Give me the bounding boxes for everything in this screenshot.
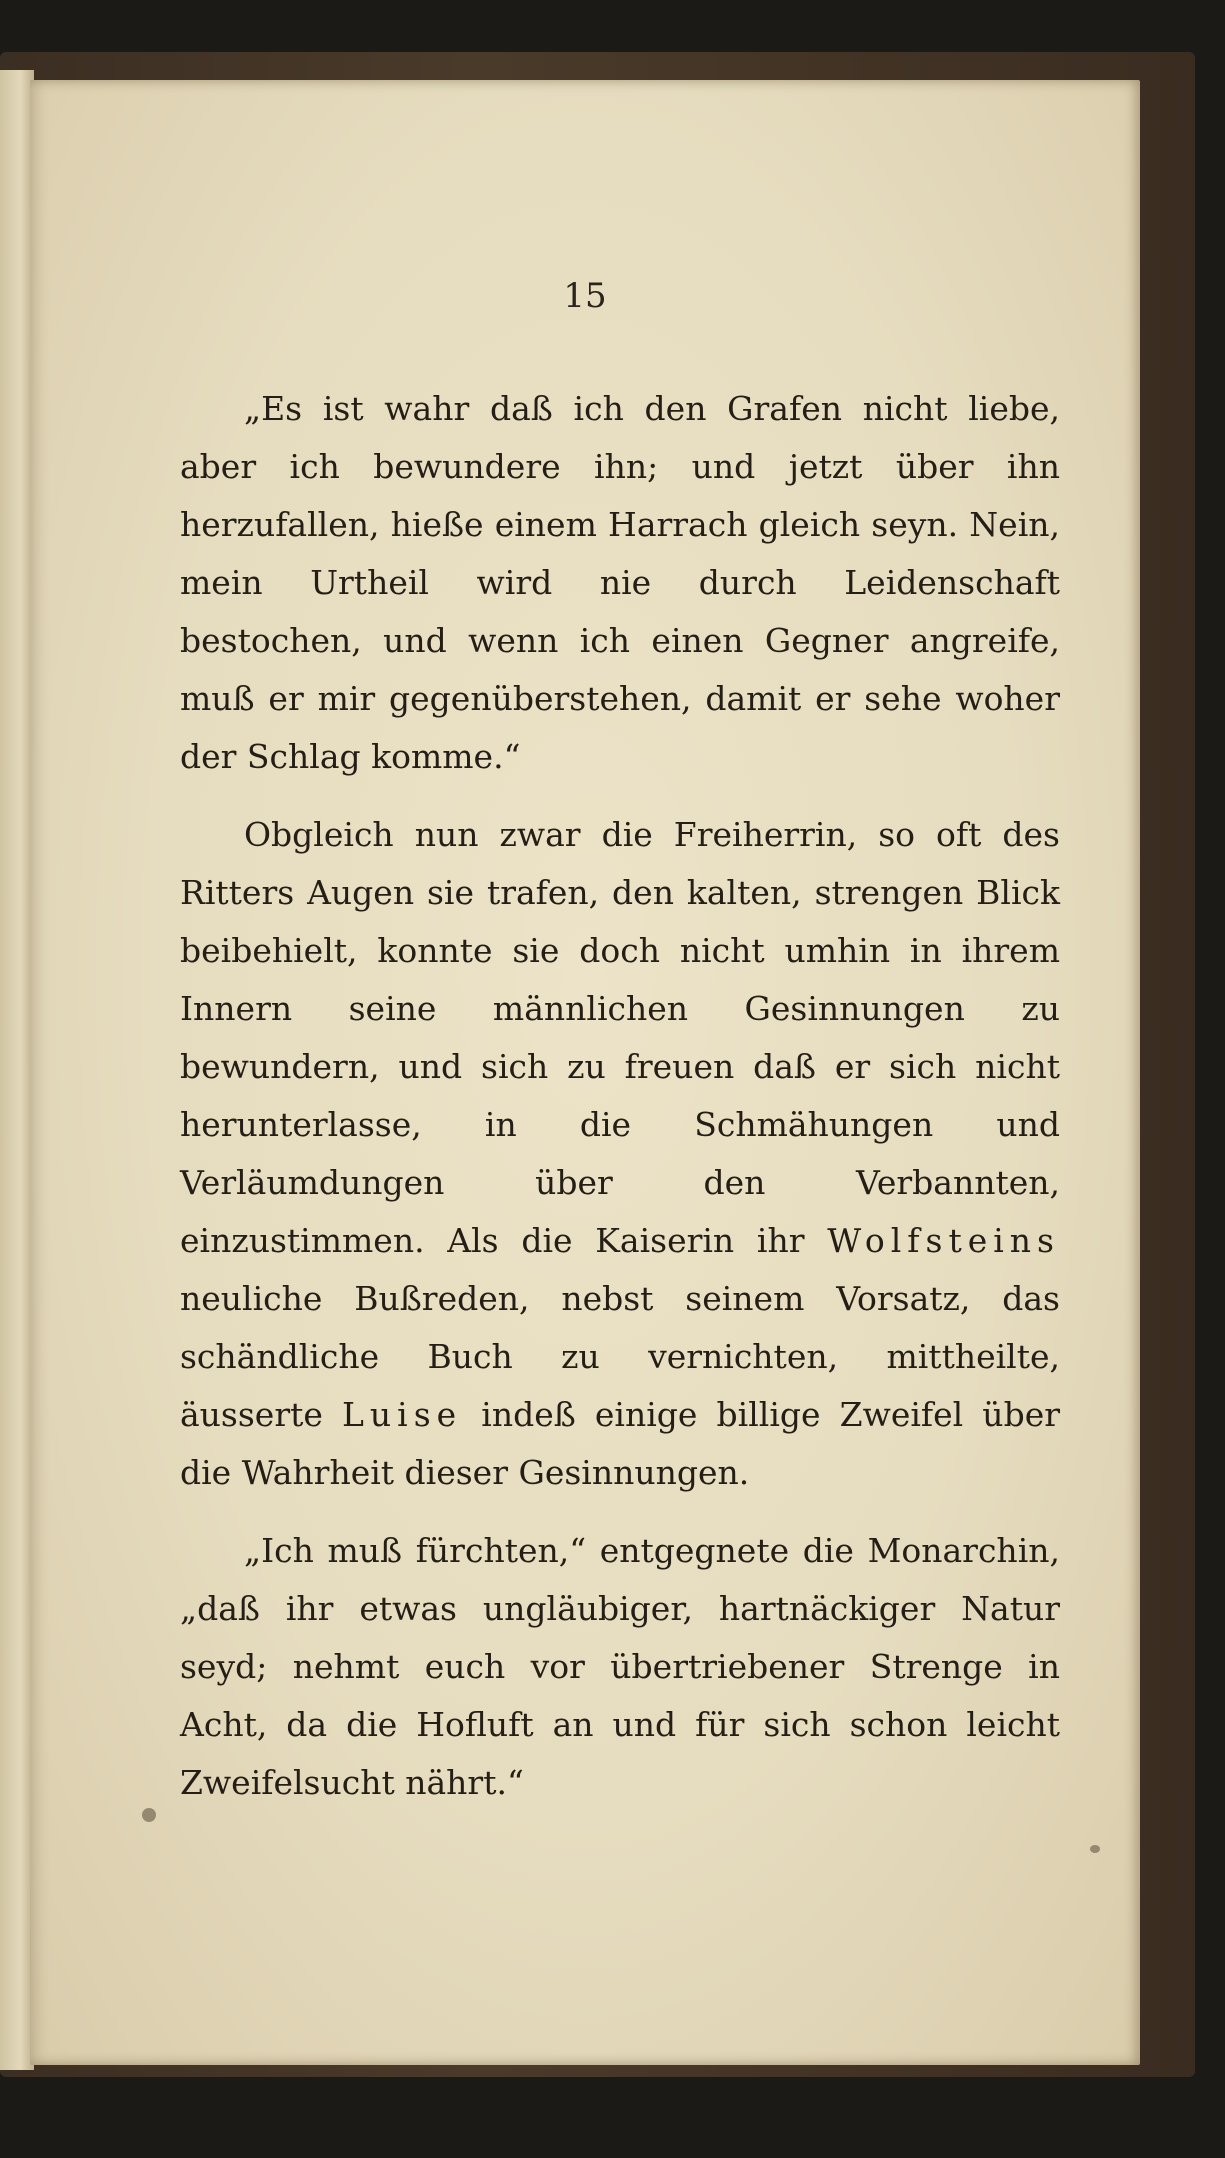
paragraph-2-part-2: neuliche Bußreden, nebst seinem Vorsatz, das schändliche Buch zu vernichten, mittheilte, äusserte <box>180 1279 1060 1434</box>
paragraph-1: „Es ist wahr daß ich den Grafen nicht liebe, aber ich bewundere ihn; und jetzt über ihn herzufallen, hieße einem Harrach gleich seyn. Nein, mein Urtheil wird nie durch Leidenschaft bestochen, und wenn ich einen Gegner angreife, muß er mir gegenüberstehen, damit er sehe woher der Schlag komme.“ <box>180 389 1060 776</box>
name-luise: Luise <box>342 1395 463 1434</box>
facing-page-edge <box>0 70 34 2070</box>
ink-spot <box>142 1808 156 1822</box>
page-number: 15 <box>563 276 607 316</box>
book-page <box>30 80 1140 2065</box>
paragraph-2 <box>180 806 1060 1502</box>
paragraph-2-part-3: indeß einige billige Zweifel über die Wahrheit dieser Gesinnungen. <box>180 1395 1060 1492</box>
body-text <box>180 380 1060 1832</box>
paragraph-3: „Ich muß fürchten,“ entgegnete die Monarchin, „daß ihr etwas ungläubiger, hartnäckiger Natur seyd; nehmt euch vor übertriebener Strenge in Acht, da die Hofluft an und für sich schon leicht Zweifelsucht nährt.“ <box>180 1531 1060 1802</box>
name-wolfsteins: Wolfsteins <box>827 1221 1060 1260</box>
ink-spot <box>1090 1845 1100 1853</box>
paragraph-2-part-1: Obgleich nun zwar die Freiherrin, so oft des Ritters Augen sie trafen, den kalten, strengen Blick beibehielt, konnte sie doch nicht umhin in ihrem Innern seine männlichen Gesinnungen zu bewundern, und sich zu freuen daß er sich nicht herunterlasse, in die Schmähungen und Verläumdungen über den Verbannten, einzustimmen. Als die Kaiserin ihr <box>180 815 1060 1260</box>
